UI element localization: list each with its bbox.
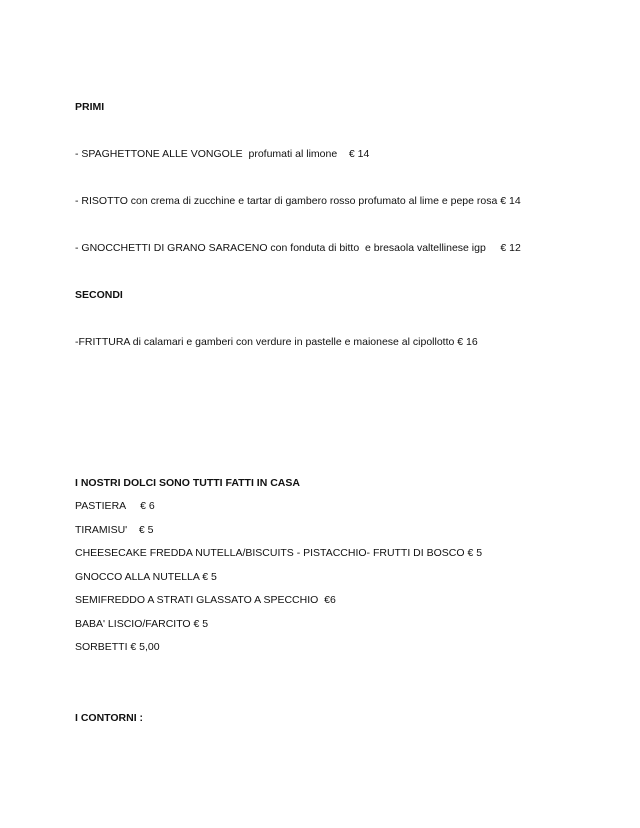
dessert-item-gnocco: GNOCCO ALLA NUTELLA € 5 bbox=[75, 571, 217, 583]
section-heading-dolci: I NOSTRI DOLCI SONO TUTTI FATTI IN CASA bbox=[75, 477, 300, 489]
section-heading-primi: PRIMI bbox=[75, 101, 105, 113]
dessert-item-cheesecake: CHEESECAKE FREDDA NUTELLA/BISCUITS - PISTACCHIO- FRUTTI DI BOSCO € 5 bbox=[75, 547, 483, 559]
section-heading-contorni: I CONTORNI : bbox=[75, 712, 144, 724]
menu-item-risotto: - RISOTTO con crema di zucchine e tartar di gambero rosso profumato al lime e pepe rosa € 14 bbox=[75, 195, 521, 207]
dessert-item-sorbetti: SORBETTI € 5,00 bbox=[75, 641, 160, 653]
dessert-item-pastiera: PASTIERA € 6 bbox=[75, 500, 155, 512]
dessert-item-tiramisu: TIRAMISU' € 5 bbox=[75, 524, 154, 536]
menu-item-spaghettone: - SPAGHETTONE ALLE VONGOLE profumati al limone € 14 bbox=[75, 148, 370, 160]
dessert-item-semifreddo: SEMIFREDDO A STRATI GLASSATO A SPECCHIO €6 bbox=[75, 594, 336, 606]
menu-item-gnocchetti: - GNOCCHETTI DI GRANO SARACENO con fonduta di bitto e bresaola valtellinese igp € 12 bbox=[75, 242, 521, 254]
menu-item-frittura: -FRITTURA di calamari e gamberi con verdure in pastelle e maionese al cipollotto € 16 bbox=[75, 336, 478, 348]
dessert-item-baba: BABA' LISCIO/FARCITO € 5 bbox=[75, 618, 209, 630]
section-heading-secondi: SECONDI bbox=[75, 289, 123, 301]
